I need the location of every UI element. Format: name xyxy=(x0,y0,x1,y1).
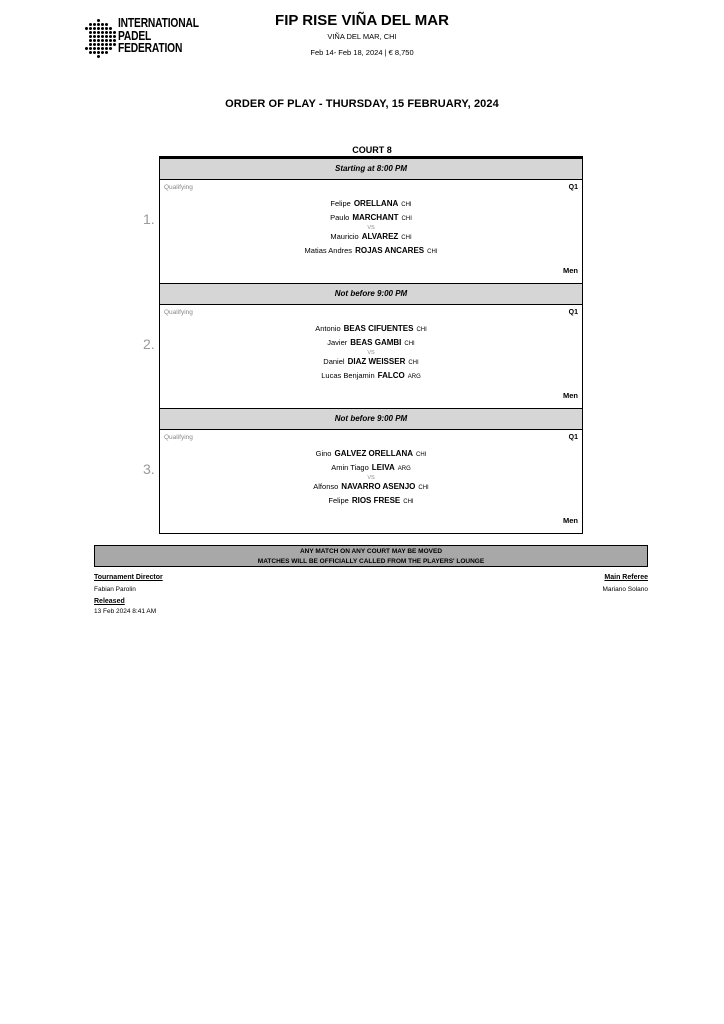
player xyxy=(160,495,582,509)
tournament-location: VIÑA DEL MAR, CHI xyxy=(327,32,397,41)
match-round: Q1 xyxy=(568,184,578,191)
player xyxy=(160,212,582,226)
tournament-title: FIP RISE VIÑA DEL MAR xyxy=(275,12,449,29)
court-schedule-table xyxy=(143,156,583,534)
player-last-name: DIAZ WEISSER xyxy=(347,357,406,366)
player-last-name: BEAS CIFUENTES xyxy=(343,324,414,333)
fip-logo xyxy=(80,16,200,62)
match-slot xyxy=(143,159,582,283)
match-card xyxy=(143,430,582,533)
versus-label: VS xyxy=(367,350,375,356)
slot-time: Starting at 8:00 PM xyxy=(160,159,582,180)
player-country: CHI xyxy=(418,485,429,491)
match-slot xyxy=(143,283,582,408)
player-last-name: NAVARRO ASENJO xyxy=(341,482,416,491)
player-country: CHI xyxy=(427,248,438,255)
player-first-name: Antonio xyxy=(315,324,341,333)
player-last-name: ROJAS ANCARES xyxy=(355,245,425,255)
match-slot xyxy=(143,408,582,533)
player xyxy=(160,337,582,351)
player-country: CHI xyxy=(408,360,419,366)
player-country: ARG xyxy=(397,465,411,472)
match-number: 3. xyxy=(143,461,155,477)
player-last-name: LEIVA xyxy=(371,462,395,472)
player-country: CHI xyxy=(403,498,414,505)
player xyxy=(160,198,582,212)
organization-name-line: INTERNATIONAL xyxy=(118,16,199,30)
main-referee-label: Main Referee xyxy=(604,574,648,581)
tournament-header xyxy=(200,12,524,59)
tournament-director-name: Fabian Parolin xyxy=(94,586,136,593)
notice-banner xyxy=(94,545,648,567)
page-heading: ORDER OF PLAY - THURSDAY, 15 FEBRUARY, 2024 xyxy=(225,98,499,110)
player-first-name: Javier xyxy=(327,337,348,347)
player-country: CHI xyxy=(401,202,412,208)
match-gender: Men xyxy=(563,391,578,400)
player-first-name: Felipe xyxy=(330,199,351,208)
player-country: CHI xyxy=(401,215,412,222)
tournament-director-label: Tournament Director xyxy=(94,574,163,581)
court-name: COURT 8 xyxy=(352,145,392,155)
organization-name xyxy=(118,17,199,55)
player-last-name: ORELLANA xyxy=(353,199,399,208)
player xyxy=(160,370,582,384)
match-round: Q1 xyxy=(568,434,578,441)
match-card xyxy=(143,305,582,408)
notice-line: ANY MATCH ON ANY COURT MAY BE MOVED xyxy=(299,548,443,555)
player-first-name: Matias Andres xyxy=(304,245,353,255)
player-last-name: GALVEZ ORELLANA xyxy=(334,449,413,458)
match-players xyxy=(160,323,582,383)
versus-label: VS xyxy=(367,225,375,231)
player-last-name: RIOS FRESE xyxy=(351,495,401,505)
padel-ball-dots-icon xyxy=(80,18,114,58)
slot-time: Not before 9:00 PM xyxy=(160,409,582,430)
player-country: CHI xyxy=(401,235,412,241)
slot-time: Not before 9:00 PM xyxy=(160,284,582,305)
player-last-name: ALVAREZ xyxy=(361,232,399,241)
player xyxy=(160,481,582,495)
match-round: Q1 xyxy=(568,309,578,316)
player xyxy=(160,356,582,370)
match-players xyxy=(160,198,582,258)
match-number: 2. xyxy=(143,336,155,352)
player xyxy=(160,323,582,337)
player-first-name: Mauricio xyxy=(330,232,359,241)
match-type: Qualifying xyxy=(164,184,193,191)
player-first-name: Paulo xyxy=(330,212,350,222)
player-last-name: FALCO xyxy=(377,370,405,380)
player-last-name: MARCHANT xyxy=(352,212,399,222)
match-gender: Men xyxy=(563,516,578,525)
player-first-name: Alfonso xyxy=(313,482,339,491)
player xyxy=(160,448,582,462)
player xyxy=(160,231,582,245)
player-country: CHI xyxy=(416,452,427,458)
match-type: Qualifying xyxy=(164,434,193,441)
match-type: Qualifying xyxy=(164,309,193,316)
player-first-name: Daniel xyxy=(323,357,345,366)
player-country: ARG xyxy=(407,373,421,380)
player-first-name: Amin Tiago xyxy=(331,462,369,472)
player-first-name: Felipe xyxy=(328,495,349,505)
player xyxy=(160,462,582,476)
released-label: Released xyxy=(94,598,125,605)
released-timestamp: 13 Feb 2024 8:41 AM xyxy=(94,608,157,615)
organization-name-line: PADEL xyxy=(118,28,152,43)
match-gender: Men xyxy=(563,266,578,275)
match-number: 1. xyxy=(143,211,155,227)
player-first-name: Gino xyxy=(315,449,332,458)
tournament-dates-prize: Feb 14- Feb 18, 2024 | € 8,750 xyxy=(310,48,414,57)
player-last-name: BEAS GAMBI xyxy=(350,337,402,347)
match-players xyxy=(160,448,582,508)
match-card xyxy=(143,180,582,283)
organization-name-line: FEDERATION xyxy=(118,41,183,55)
main-referee-name: Mariano Solano xyxy=(602,586,648,593)
versus-label: VS xyxy=(367,475,375,481)
player-country: CHI xyxy=(404,340,415,347)
notice-line: MATCHES WILL BE OFFICIALLY CALLED FROM THE PLAYERS' LOUNGE xyxy=(257,557,485,565)
player xyxy=(160,245,582,259)
player-first-name: Lucas Benjamin xyxy=(321,370,375,380)
player-country: CHI xyxy=(416,327,427,333)
